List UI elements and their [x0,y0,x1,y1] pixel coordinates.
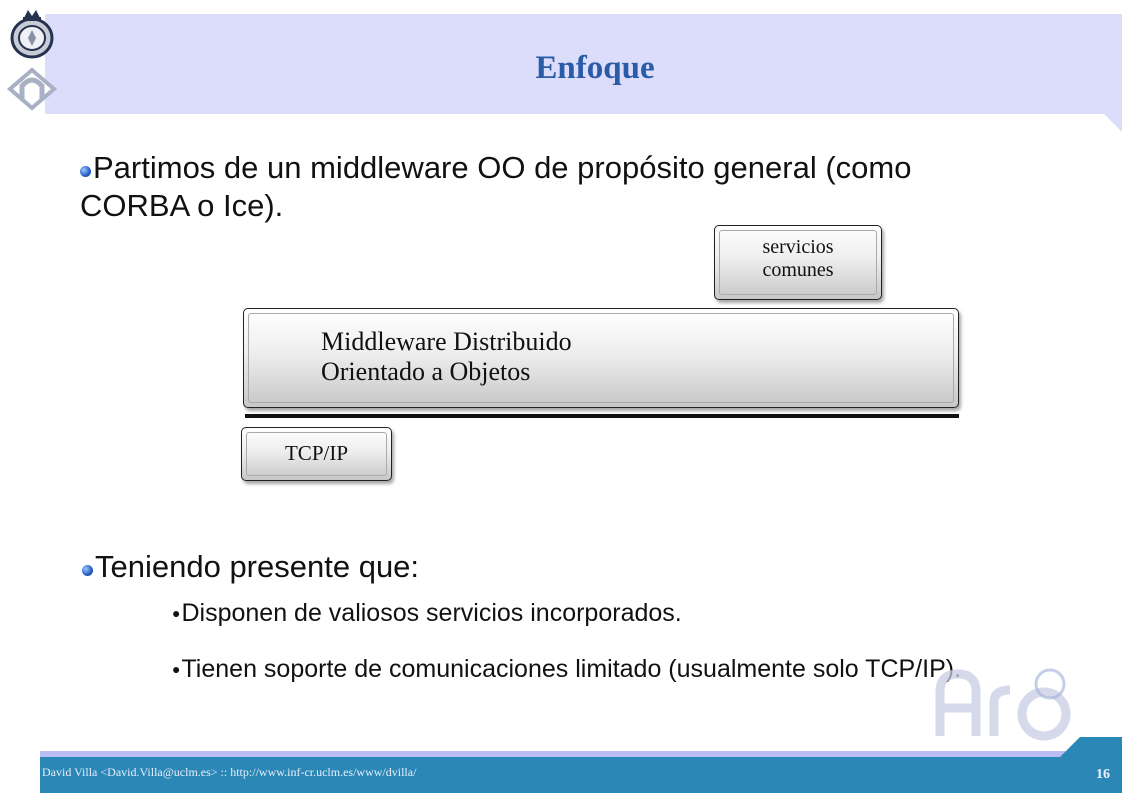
footer-author: David Villa <David.Villa@uclm.es> :: http://www.inf-cr.uclm.es/www/dvilla/ [42,765,417,779]
tcpip-label: TCP/IP [284,441,349,465]
footer-notch [1060,737,1080,757]
middleware-label [321,327,572,387]
sub-bullet-2-text: Tienen soporte de comunicaciones limitado (usualmente solo TCP/IP). [181,655,962,683]
sub-bullet-1-text: Disponen de valiosos servicios incorporados. [181,599,682,627]
bullet-teniendo [82,548,782,586]
slide-title: Enfoque [535,50,655,86]
arco-watermark-icon [930,662,1080,742]
layer-divider [245,414,959,418]
bullet-partimos [80,149,980,225]
sub-bullet-dot-icon: ● [172,605,181,621]
title-band-fold [1104,114,1122,132]
page-number: 16 [1096,767,1110,782]
footer-notch-top [1080,737,1122,757]
bullet-ball-icon [80,166,91,177]
bullet-partimos-text: Partimos de un middleware OO de propósito general (como CORBA o Ice). [80,150,912,223]
bullet-ball-icon [82,565,93,576]
middleware-label-line1: Middleware Distribuido [321,327,572,356]
tcpip-box [241,427,392,481]
services-box [714,225,882,300]
middleware-label-line2: Orientado a Objetos [321,357,531,386]
middleware-box [243,308,959,408]
services-box-label: servicios comunes [762,236,834,281]
sub-bullet-1 [172,596,972,630]
bullet-teniendo-text: Teniendo presente que: [95,549,420,584]
sub-bullet-2 [172,652,987,686]
sub-bullet-dot-icon: ● [172,661,181,677]
